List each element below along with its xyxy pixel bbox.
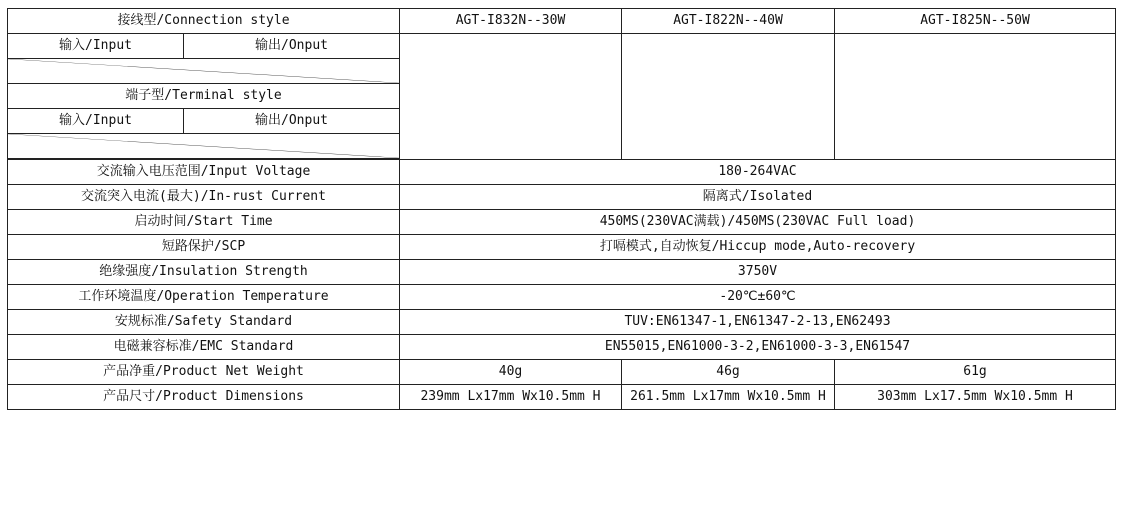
terminal-output-label: 输出/Onput bbox=[184, 109, 400, 134]
model-image-cell-2 bbox=[622, 34, 835, 160]
terminal-diagonal-cell bbox=[8, 134, 400, 159]
spec-row-start-time bbox=[8, 210, 1116, 235]
spec-row-insulation bbox=[8, 260, 1116, 285]
spec-row-safety bbox=[8, 310, 1116, 335]
spec-label: 安规标准/Safety Standard bbox=[8, 310, 400, 335]
spec-row-weight bbox=[8, 360, 1116, 385]
terminal-style-title: 端子型/Terminal style bbox=[8, 84, 400, 109]
spec-value: EN55015,EN61000-3-2,EN61000-3-3,EN61547 bbox=[400, 335, 1116, 360]
spec-label: 交流突入电流(最大)/In-rust Current bbox=[8, 185, 400, 210]
spec-value: 打嗝模式,自动恢复/Hiccup mode,Auto-recovery bbox=[400, 235, 1116, 260]
connection-input-label: 输入/Input bbox=[8, 34, 184, 59]
spec-label: 产品尺寸/Product Dimensions bbox=[8, 385, 400, 410]
spec-value: 450MS(230VAC满载)/450MS(230VAC Full load) bbox=[400, 210, 1116, 235]
spec-row-temperature bbox=[8, 285, 1116, 310]
model-header-3: AGT-I825N--50W bbox=[835, 9, 1116, 34]
model-header-2: AGT-I822N--40W bbox=[622, 9, 835, 34]
spec-row-emc bbox=[8, 335, 1116, 360]
spec-label: 工作环境温度/Operation Temperature bbox=[8, 285, 400, 310]
spec-value: 隔离式/Isolated bbox=[400, 185, 1116, 210]
spec-label: 绝缘强度/Insulation Strength bbox=[8, 260, 400, 285]
model-image-cell-1 bbox=[400, 34, 622, 160]
spec-row-dimensions bbox=[8, 385, 1116, 410]
spec-value: TUV:EN61347-1,EN61347-2-13,EN62493 bbox=[400, 310, 1116, 335]
connection-output-label: 输出/Onput bbox=[184, 34, 400, 59]
spec-label: 短路保护/SCP bbox=[8, 235, 400, 260]
spec-label: 电磁兼容标准/EMC Standard bbox=[8, 335, 400, 360]
spec-row-scp bbox=[8, 235, 1116, 260]
diagonal-line bbox=[8, 134, 399, 158]
spec-label: 产品净重/Product Net Weight bbox=[8, 360, 400, 385]
spec-row-input-voltage bbox=[8, 160, 1116, 185]
dimension-value-2: 261.5mm Lx17mm Wx10.5mm H bbox=[622, 385, 835, 410]
spec-value: -20℃±60℃ bbox=[400, 285, 1116, 310]
dimension-value-1: 239mm Lx17mm Wx10.5mm H bbox=[400, 385, 622, 410]
dimension-value-3: 303mm Lx17.5mm Wx10.5mm H bbox=[835, 385, 1116, 410]
model-header-1: AGT-I832N--30W bbox=[400, 9, 622, 34]
terminal-input-label: 输入/Input bbox=[8, 109, 184, 134]
spec-label: 启动时间/Start Time bbox=[8, 210, 400, 235]
spec-value: 3750V bbox=[400, 260, 1116, 285]
model-image-cell-3 bbox=[835, 34, 1116, 160]
weight-value-2: 46g bbox=[622, 360, 835, 385]
weight-value-1: 40g bbox=[400, 360, 622, 385]
spec-value: 180-264VAC bbox=[400, 160, 1116, 185]
spec-table bbox=[7, 8, 1116, 410]
diagonal-line bbox=[8, 59, 399, 83]
connection-style-header: 接线型/Connection style bbox=[8, 9, 400, 34]
weight-value-3: 61g bbox=[835, 360, 1116, 385]
connection-io-row bbox=[8, 34, 1116, 59]
spec-label: 交流输入电压范围/Input Voltage bbox=[8, 160, 400, 185]
connection-diagonal-cell bbox=[8, 59, 400, 84]
spec-row-inrush-current bbox=[8, 185, 1116, 210]
header-row bbox=[8, 9, 1116, 34]
